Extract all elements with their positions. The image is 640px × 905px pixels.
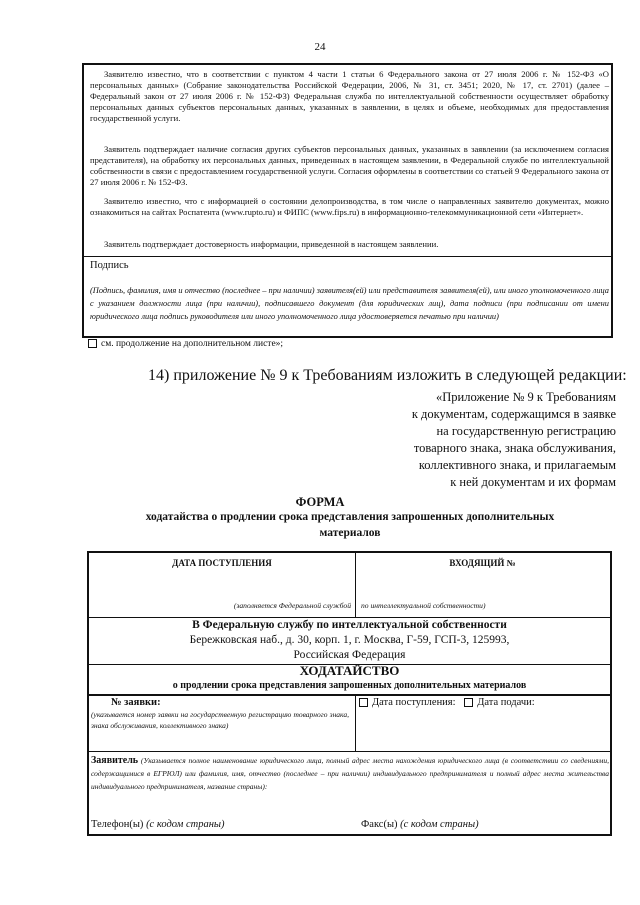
consent-block [82,63,613,257]
petition-form-table [87,551,612,836]
signature-label: Подпись [90,260,129,271]
date-received-header: ДАТА ПОСТУПЛЕНИЯ [172,558,272,568]
phone-field [91,819,225,830]
fax-note: (с кодом страны) [400,819,479,830]
continuation-checkbox[interactable] [88,339,97,348]
page-number: 24 [314,41,326,53]
petition-subtitle: о продлении срока представления запрошенных дополнительных материалов [172,680,527,691]
date-filing-label: Дата подачи: [477,697,535,708]
filled-by-note: (заполняется Федеральной службой [233,601,351,610]
application-number-note: (указывается номер заявки на государственную регистрацию товарного знака, знака обслуживания, коллективного знака) [91,710,349,730]
date-filing-checkbox[interactable] [464,698,473,707]
continuation-line [82,339,283,349]
form-title: ФОРМА [295,495,345,509]
item-14: 14) приложение № 9 к Требованиям изложить в следующей редакции: [148,367,627,384]
consent-paragraph-1: Заявителю известно, что в соответствии с пунктом 4 части 1 статьи 6 Федерального закона от 27 июля 2006 г. № 152-ФЗ «О персональных данных» (Собрание законодательства Российской Федерации, 2006, № 31, ст. 3451; 2020, № 17, ст. 2701) (далее – Федеральный закон от 27 июля 2006 г. № 152-ФЗ) Федеральная служба по интеллектуальной собственности осуществляет обработку персональных данных субъектов персональных данных, указанных в заявлении, в целях и объеме, необходимых для предоставления государственной услуги. [90,69,609,123]
country: Российская Федерация [293,649,406,661]
signature-note: (Подпись, фамилия, имя и отчество (последнее – при наличии) заявителя(ей) или представителя заявителя(ей), или иного уполномоченного лица с указанием должности лица (при наличии), подписавшего документ (для юридических лиц), дата подписи (при подписании от имени юридического лица подпись руководителя или иного уполномоченного лица удостоверяется печатью при наличии) [90,286,609,321]
applicant-field [91,754,609,793]
form-subtitle: ходатайства о продлении срока представления запрошенных дополнительных материалов [145,511,555,539]
appendix-line: на государственную регистрацию [436,424,616,438]
fax-label: Факс(ы) [361,819,398,830]
application-number-label: № заявки: [111,697,161,708]
appendix-heading [360,389,616,491]
appendix-line: товарного знака, знака обслуживания, [413,441,616,455]
consent-paragraph-4: Заявитель подтверждает достоверность информации, приведенной в настоящем заявлении. [104,239,439,249]
applicant-note: (Указывается полное наименование юридического лица, полный адрес места нахождения юридического лица (в соответствии со сведениями, содержащимися в ЕГРЮЛ) или фамилия, имя, отчество (последнее – при наличии) индивидуального предпринимателя и полный адрес места жительства индивидуального предпринимателя, название страны): [91,756,609,791]
appendix-line: к документам, содержащимся в заявке [411,407,616,421]
applicant-label: Заявитель [91,755,139,766]
petition-title: ХОДАТАЙСТВО [299,663,400,678]
signature-block [82,256,613,338]
appendix-line: «Приложение № 9 к Требованиям [436,390,616,404]
address: Бережковская наб., д. 30, корп. 1, г. Москва, Г-59, ГСП-3, 125993, [189,634,510,646]
date-receipt-checkbox[interactable] [359,698,368,707]
incoming-number-header: ВХОДЯЩИЙ № [449,558,516,568]
appendix-line: коллективного знака, и прилагаемым [418,458,616,472]
appendix-line: к ней документам и их формам [450,475,616,489]
filled-by-note-2: по интеллектуальной собственности) [361,601,486,610]
date-receipt-label: Дата поступления: [372,697,456,708]
consent-paragraph-3: Заявителю известно, что с информацией о состоянии делопроизводства, в том числе о направленных заявителю документах, можно ознакомиться на сайтах Роспатента (www.rupto.ru) и ФИПС (www.fips.ru) в информационно-телекоммуникационной сети «Интернет». [90,196,609,217]
phone-note: (с кодом страны) [146,819,225,830]
dates-field [359,697,535,708]
consent-paragraph-2: Заявитель подтверждает наличие согласия других субъектов персональных данных, указанных в заявлении (за исключением согласия представителя), на обработку их персональных данных, приведенных в настоящем заявлении, в Федеральной службе по интеллектуальной собственности в связи с предоставлением государственной услуги. Согласия оформлены в соответствии со статьей 9 Федерального закона от 27 июля 2006 г. № 152-ФЗ. [90,144,609,187]
phone-label: Телефон(ы) [91,819,144,830]
addressee: В Федеральную службу по интеллектуальной собственности [192,619,507,631]
fax-field [361,819,479,830]
continuation-text: см. продолжение на дополнительном листе»; [101,339,284,349]
